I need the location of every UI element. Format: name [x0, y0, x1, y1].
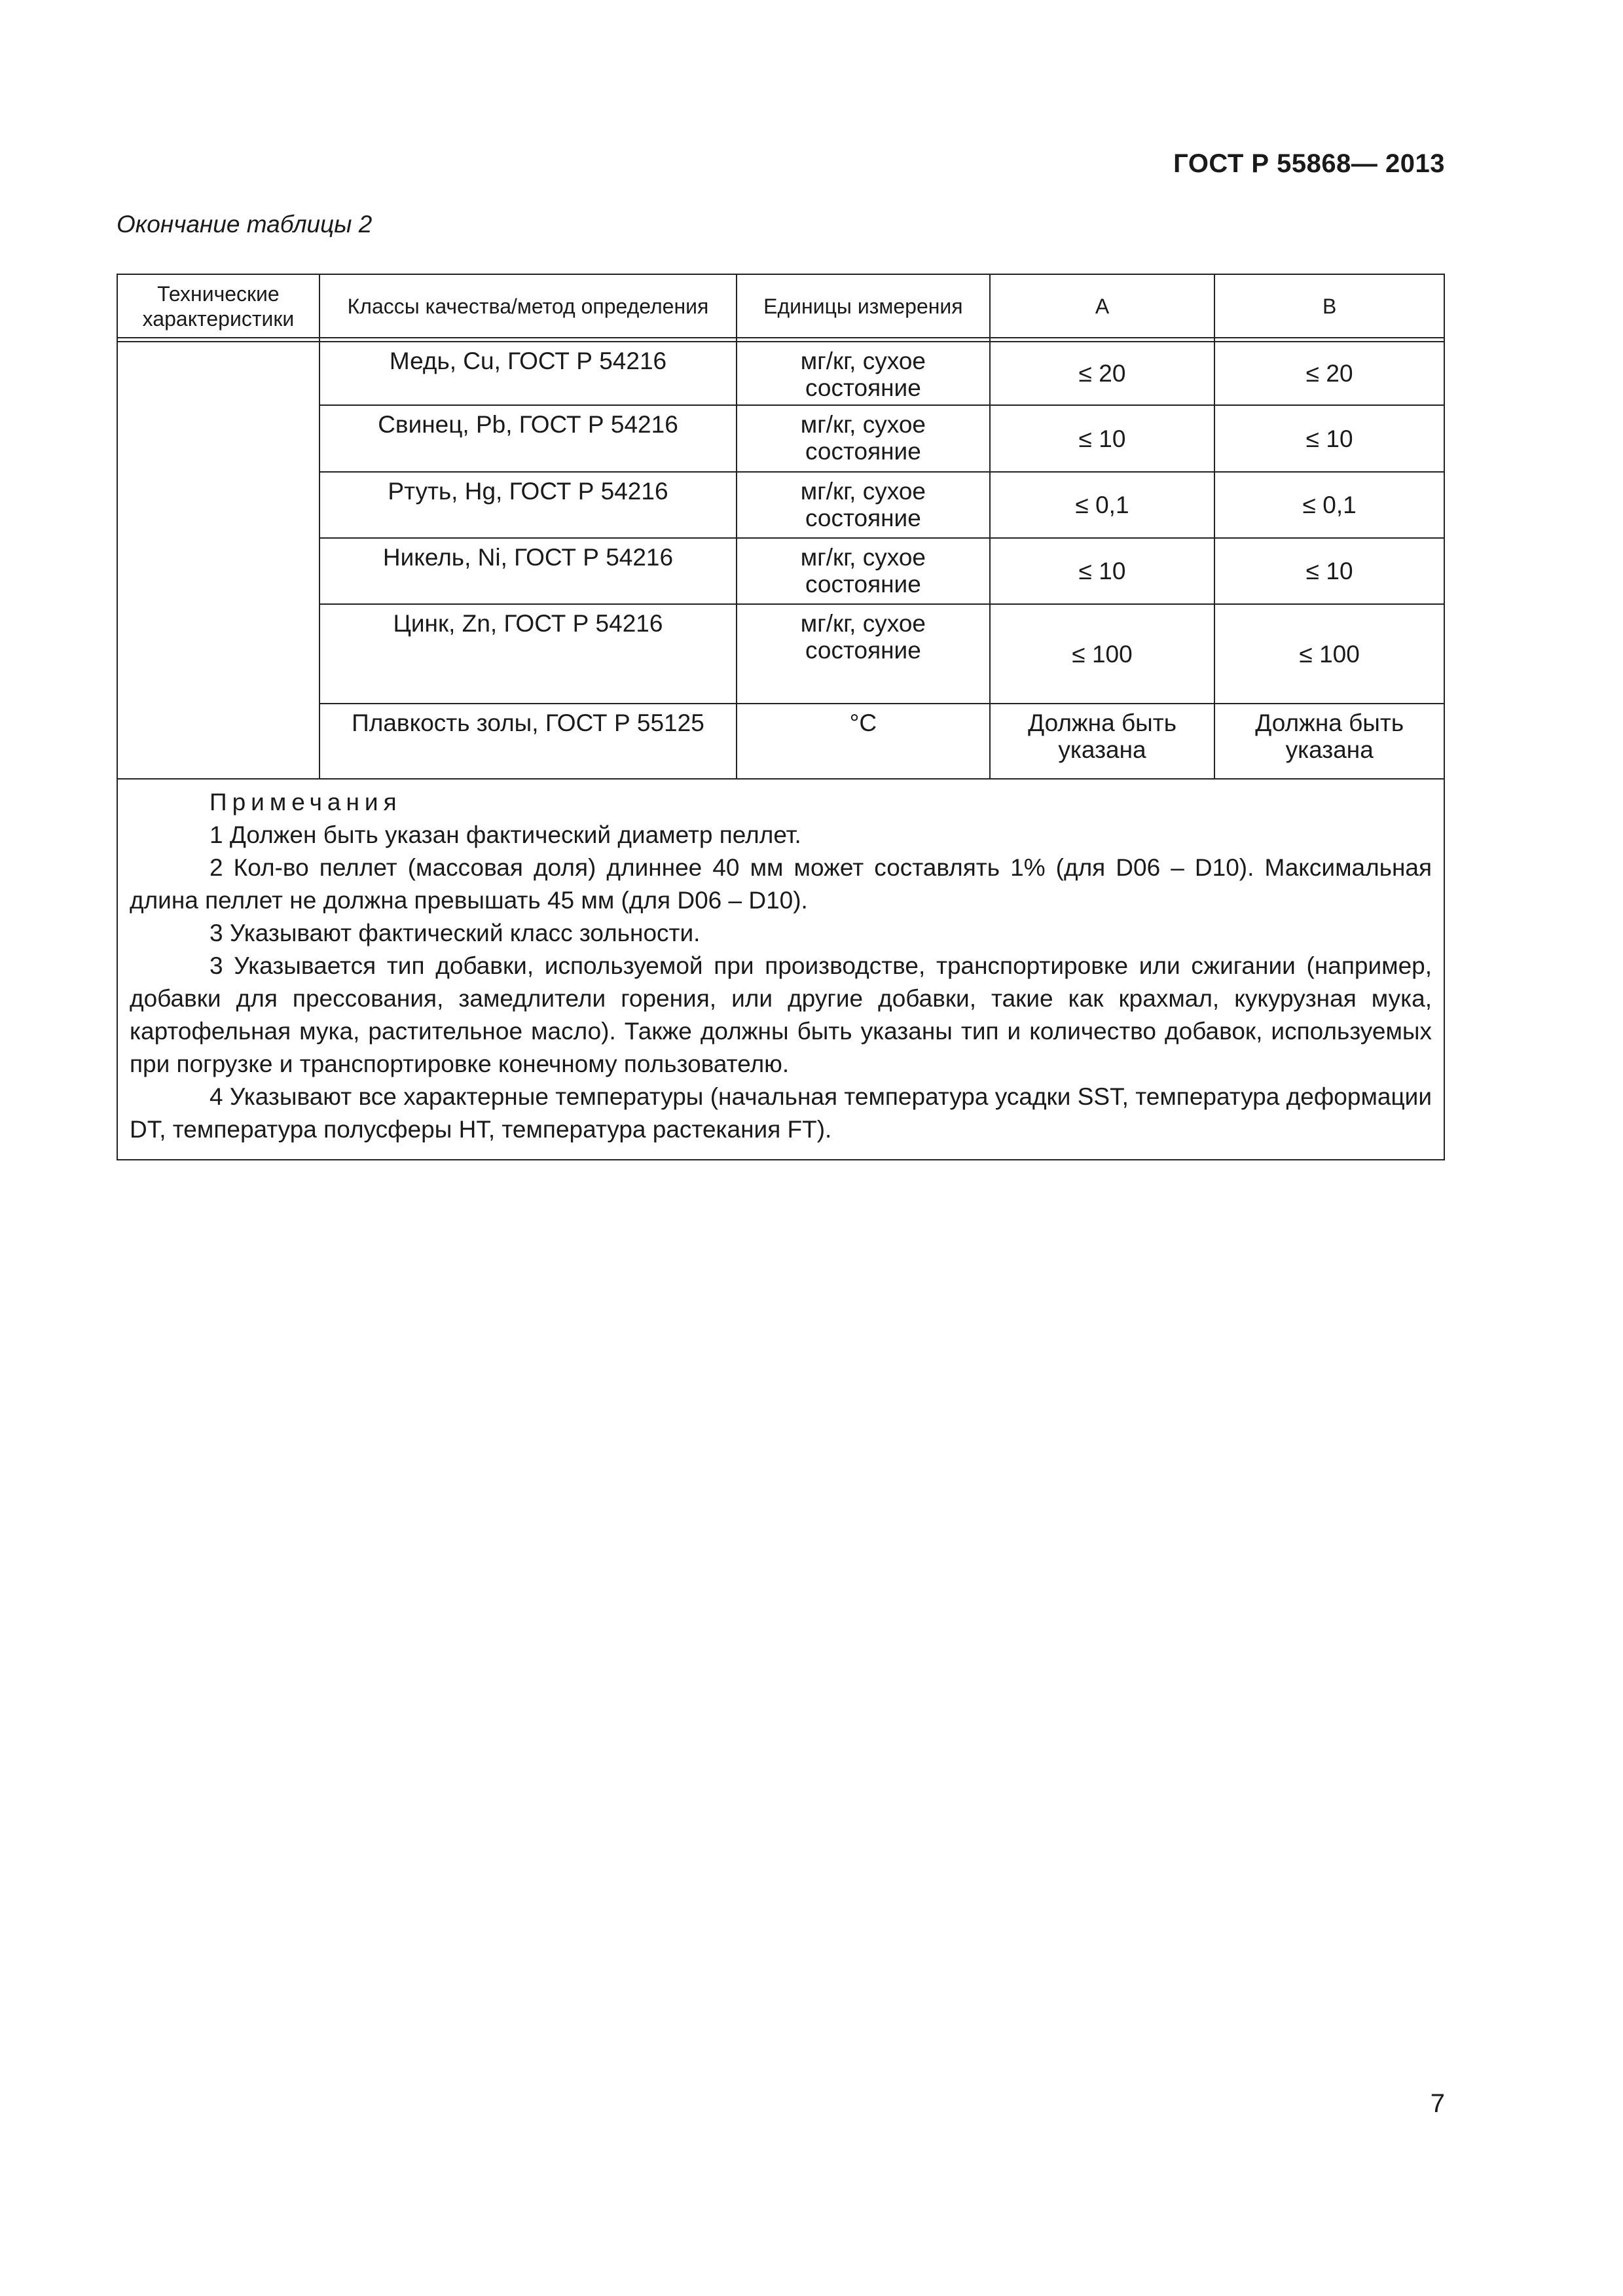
units-cell: мг/кг, сухое состояние [737, 342, 990, 405]
units-cell: мг/кг, сухое состояние [737, 604, 990, 704]
class-a-cell: ≤ 100 [990, 604, 1215, 704]
method-cell: Плавкость золы, ГОСТ Р 55125 [319, 704, 737, 779]
class-b-cell: ≤ 100 [1214, 604, 1444, 704]
notes-cell [117, 779, 1444, 1160]
units-cell: мг/кг, сухое состояние [737, 538, 990, 604]
class-b-cell: ≤ 10 [1214, 405, 1444, 472]
table-caption: Окончание таблицы 2 [117, 211, 373, 238]
notes-row [117, 779, 1444, 1160]
header-units: Единицы измерения [737, 274, 990, 338]
class-b-cell: ≤ 0,1 [1214, 472, 1444, 538]
units-cell: °С [737, 704, 990, 779]
units-cell: мг/кг, сухое состояние [737, 405, 990, 472]
units-cell: мг/кг, сухое состояние [737, 472, 990, 538]
class-b-cell: Должна быть указана [1214, 704, 1444, 779]
header-b: B [1214, 274, 1444, 338]
table-header-row [117, 274, 1444, 338]
class-b-cell: ≤ 10 [1214, 538, 1444, 604]
spec-table [117, 274, 1445, 1160]
class-a-cell: ≤ 20 [990, 342, 1215, 405]
method-cell: Ртуть, Hg, ГОСТ Р 54216 [319, 472, 737, 538]
method-cell: Цинк, Zn, ГОСТ Р 54216 [319, 604, 737, 704]
method-cell: Свинец, Pb, ГОСТ Р 54216 [319, 405, 737, 472]
method-cell: Медь, Cu, ГОСТ Р 54216 [319, 342, 737, 405]
note-item: 4 Указывают все характерные температуры (начальная температура усадки SST, температура деформации DT, температура полусферы HT, температура растекания FT). [130, 1083, 1432, 1143]
notes-title: Примечания [210, 789, 402, 816]
note-item: 2 Кол-во пеллет (массовая доля) длиннее 40 мм может составлять 1% (для D06 – D10). Максимальная длина пеллет не должна превышать 45 мм (для D06 – D10). [130, 854, 1432, 914]
header-a: A [990, 274, 1215, 338]
note-item: 1 Должен быть указан фактический диаметр пеллет. [210, 821, 801, 848]
class-a-cell: ≤ 10 [990, 405, 1215, 472]
note-item: 3 Указывается тип добавки, используемой при производстве, транспортировке или сжигании (например, добавки для прессования, замедлители горения, или другие добавки, такие как крахмал, кукурузная мука, картофельная мука, растительное масло). Также должны быть указаны тип и количество добавок, используемых при погрузке и транспортировке конечному пользователю. [130, 952, 1432, 1077]
class-a-cell: ≤ 0,1 [990, 472, 1215, 538]
tech-cell [117, 342, 319, 779]
table-row [117, 342, 1444, 405]
header-tech: Технические характеристики [117, 274, 319, 338]
header-method: Классы качества/метод определения [319, 274, 737, 338]
method-cell: Никель, Ni, ГОСТ Р 54216 [319, 538, 737, 604]
page-number: 7 [1430, 2089, 1445, 2118]
document-code: ГОСТ Р 55868— 2013 [1173, 149, 1445, 178]
note-item: 3 Указывают фактический класс зольности. [210, 920, 701, 946]
class-a-cell: Должна быть указана [990, 704, 1215, 779]
class-a-cell: ≤ 10 [990, 538, 1215, 604]
class-b-cell: ≤ 20 [1214, 342, 1444, 405]
